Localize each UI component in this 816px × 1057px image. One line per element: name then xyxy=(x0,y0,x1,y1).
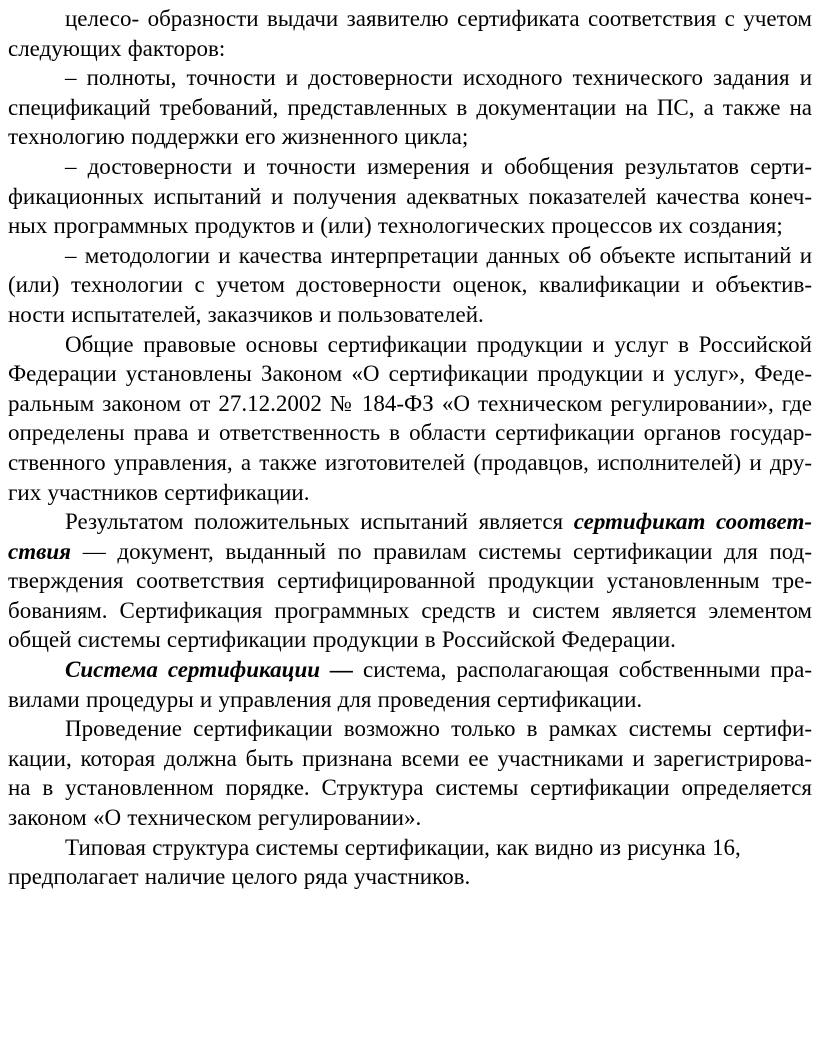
term-system: Система сертификации — xyxy=(65,657,354,683)
paragraph-certificate-rest: — документ, выданный по правилам системы сертификации для под- тверждения соответствия сертифицированной продукции установленным тре- бованиям. Сертификация программных средств и систем является элементом общей системы сертификации продукции в Российской Федерации. xyxy=(8,538,812,653)
list-item-3: – методологии и качества интерпретации данных об объекте испытаний и (или) технологии с учетом достоверности оценок, квалификации и объектив- ности испытателей, заказчиков и пользователей. xyxy=(8,242,812,327)
paragraph-final-line: предполагает наличие целого ряда участников. xyxy=(8,864,471,890)
paragraph-system-rest: система, располагающая собственными пра- вилами процедуры и управления для проведения сертификации. xyxy=(8,657,812,712)
paragraph-legal-basis: Общие правовые основы сертификации продукции и услуг в Российской Федерации установлены Законом «О сертификации продукции и услуг», Феде- ральным законом от 27.12.2002 № 184-ФЗ «О техническом регулировании», где определены права и ответственность в области сертификации органов государ- ственного управления, а также изготовителей (продавцов, исполнителей) и дру- гих участников сертификации. xyxy=(8,331,812,505)
paragraph-structure: Проведение сертификации возможно только в рамках системы сертифи- кации, которая должна быть признана всеми ее участниками и зарегистрирова- на в установленном порядке. Структура системы сертификации определяется законом «О техническом регулировании». xyxy=(8,716,812,831)
list-item-2: – достоверности и точности измерения и обобщения результатов серти- фикационных испытаний и получения адекватных показателей качества конеч- ных программных продуктов и (или) технологических процессов их создания; xyxy=(8,153,812,239)
paragraph-certificate xyxy=(8,507,812,655)
paragraph-system xyxy=(8,655,812,714)
term-certificate: сертификат соответ- ствия xyxy=(8,509,812,564)
paragraph-typical-structure: Типовая структура системы сертификации, как видно из рисунка 16, xyxy=(65,834,741,860)
paragraph-1: целесо- образности выдачи заявителю сертификата соответствия с учетом следующих факторов: xyxy=(8,6,812,61)
list-item-1: – полноты, точности и достоверности исходного технического задания и спецификаций требований, представленных в документации на ПС, а также на технологию поддержки его жизненного цикла; xyxy=(8,65,812,150)
paragraph-certificate-lead: Результатом положительных испытаний является xyxy=(65,509,574,535)
